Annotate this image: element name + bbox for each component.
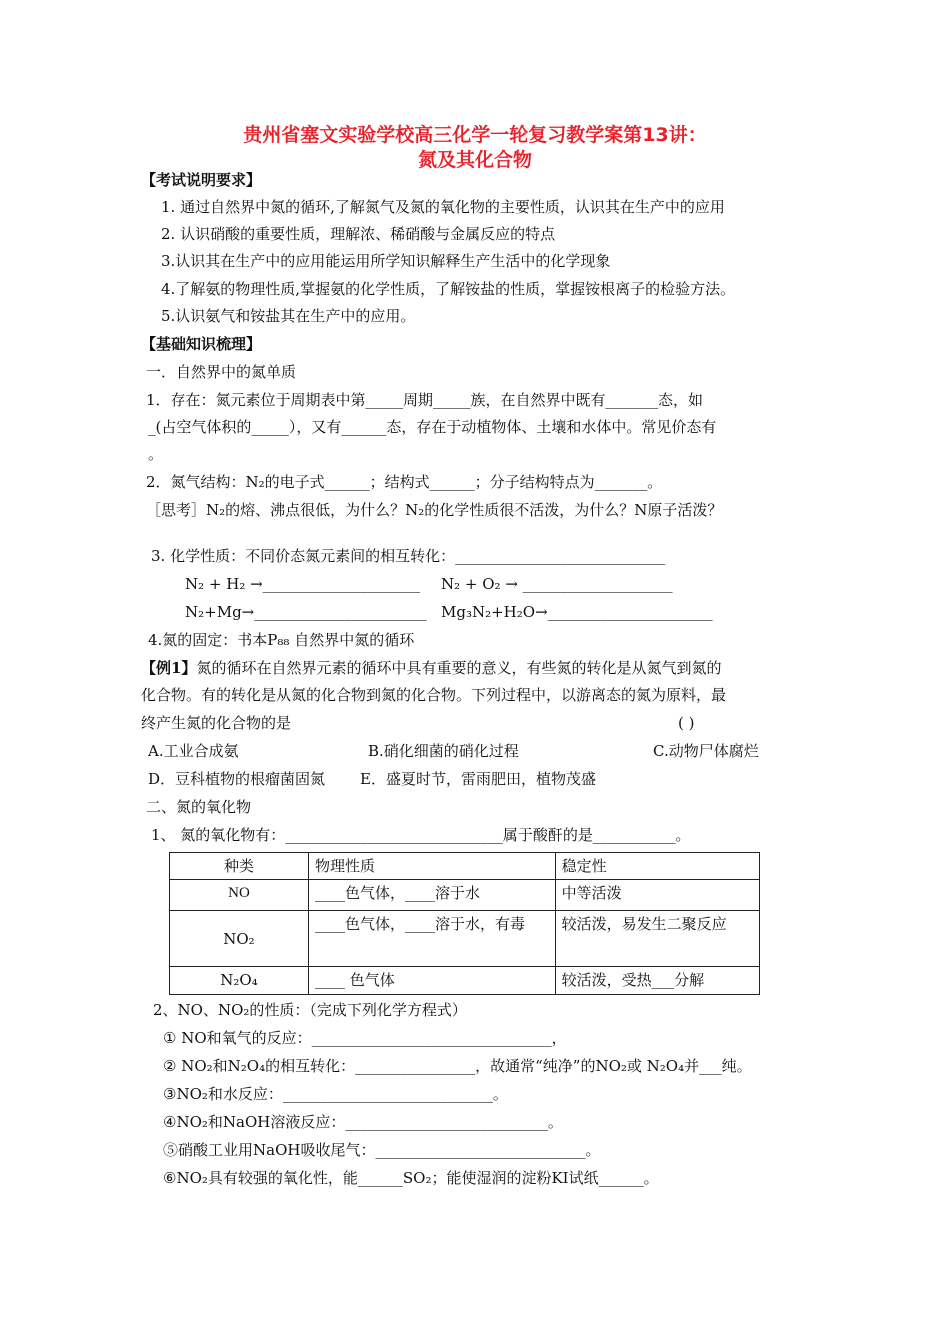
nitrogen-fixation-line: 4.氮的固定：书本P₈₈ 自然界中氮的循环 <box>148 631 415 649</box>
exam-item: 4.了解氨的物理性质,掌握氨的化学性质，了解铵盐的性质，掌握铵根离子的检验方法。 <box>161 280 736 298</box>
existence-line-2: _(占空气体积的_____），又有______态，存在于动植物体、土壤和水体中。常见价态有 <box>148 418 717 436</box>
nitrogen-oxides-line: 1、 氮的氧化物有：_____________________________属于酸酐的是___________。 <box>151 826 691 844</box>
equation-n2-o2: N₂ + O₂ → ____________________ <box>441 575 673 593</box>
example-1-label: 【例1】 <box>141 659 197 677</box>
section-1-title: 一．自然界中的氮单质 <box>146 363 297 381</box>
table-cell: 较活泼，易发生二聚反应 <box>555 911 759 967</box>
nitrogen-structure-line: 2．氮气结构：N₂的电子式______；结构式______；分子结构特点为_______。 <box>146 473 663 491</box>
table-cell: N₂O₄ <box>170 967 309 995</box>
option-a: A.工业合成氨 <box>148 742 239 760</box>
document-title-line2: 氮及其化合物 <box>417 149 532 171</box>
exam-item: 1. 通过自然界中氮的循环,了解氮气及氮的氧化物的主要性质，认识其在生产中的应用 <box>161 198 725 216</box>
option-b: B.硝化细菌的硝化过程 <box>368 742 519 760</box>
think-question-line: ［思考］N₂的熔、沸点很低，为什么？N₂的化学性质很不活泼，为什么？N原子活泼？ <box>146 501 723 519</box>
table-header-row <box>170 853 760 880</box>
table-cell: NO₂ <box>170 911 309 967</box>
example-1-line-3: 终产生氮的化合物的是 <box>141 714 292 732</box>
property-item: ① NO和氧气的反应：________________________________， <box>163 1029 567 1047</box>
equation-n2-mg: N₂+Mg→_______________________ <box>185 603 427 621</box>
table-row <box>170 967 760 995</box>
example-1-text: 氮的循环在自然界元素的循环中具有重要的意义，有些氮的转化是从氮气到氮的 <box>196 659 722 677</box>
table-row <box>170 911 760 967</box>
property-item: ⑤硝酸工业用NaOH吸收尾气：____________________________。 <box>163 1141 601 1159</box>
option-c: C.动物尸体腐烂 <box>653 742 759 760</box>
existence-line-1: 1．存在：氮元素位于周期表中第_____周期_____族，在自然界中既有_______态，如 <box>146 391 704 409</box>
answer-parentheses: ( ) <box>678 714 695 732</box>
table-cell: ____色气体，____溶于水，有毒 <box>308 911 555 967</box>
table-header-cell: 种类 <box>170 853 309 880</box>
property-item: ④NO₂和NaOH溶液反应：___________________________。 <box>163 1113 563 1131</box>
option-e: E．盛夏时节，雷雨肥田，植物茂盛 <box>360 770 596 788</box>
table-cell: NO <box>170 880 309 911</box>
table-row <box>170 880 760 911</box>
option-d: D．豆科植物的根瘤菌固氮 <box>148 770 326 788</box>
property-item: ③NO₂和水反应：____________________________。 <box>163 1085 508 1103</box>
table-header-cell: 物理性质 <box>308 853 555 880</box>
oxides-table <box>169 852 760 995</box>
basics-header: 【基础知识梳理】 <box>141 335 262 353</box>
exam-requirements-header: 【考试说明要求】 <box>141 171 262 189</box>
table-cell: ____ 色气体 <box>308 967 555 995</box>
document-title-line1: 贵州省塞文实验学校高三化学一轮复习教学案第13讲： <box>243 124 707 146</box>
equation-n2-h2: N₂ + H₂ →_____________________ <box>185 575 421 593</box>
table-cell: ____色气体，____溶于水 <box>308 880 555 911</box>
exam-item: 3.认识其在生产中的应用能运用所学知识解释生产生活中的化学现象 <box>161 252 611 270</box>
exam-item: 5.认识氨气和铵盐其在生产中的应用。 <box>161 307 416 325</box>
section-2-title: 二、氮的氧化物 <box>146 798 252 816</box>
example-1-line-2: 化合物。有的转化是从氮的化合物到氮的化合物。下列过程中，以游离态的氮为原料，最 <box>141 686 727 704</box>
exam-item: 2. 认识硝酸的重要性质，理解浓、稀硝酸与金属反应的特点 <box>161 225 556 243</box>
example-1-line-1 <box>141 658 721 678</box>
table-cell: 中等活泼 <box>555 880 759 911</box>
equation-mg3n2-h2o: Mg₃N₂+H₂O→______________________ <box>441 603 713 621</box>
property-item: ⑥NO₂具有较强的氧化性，能______SO₂；能使湿润的淀粉KI试纸______。 <box>163 1169 659 1187</box>
existence-line-3: 。 <box>148 445 164 463</box>
table-cell: 较活泼，受热___分解 <box>555 967 759 995</box>
chemical-properties-line: 3. 化学性质：不同价态氮元素间的相互转化：____________________________ <box>151 547 666 565</box>
no-no2-properties-header: 2、NO、NO₂的性质：（完成下列化学方程式） <box>153 1001 467 1019</box>
property-item: ② NO₂和N₂O₄的相互转化：________________，故通常“纯净”的NO₂或 N₂O₄并___纯。 <box>163 1057 752 1075</box>
table-header-cell: 稳定性 <box>555 853 759 880</box>
